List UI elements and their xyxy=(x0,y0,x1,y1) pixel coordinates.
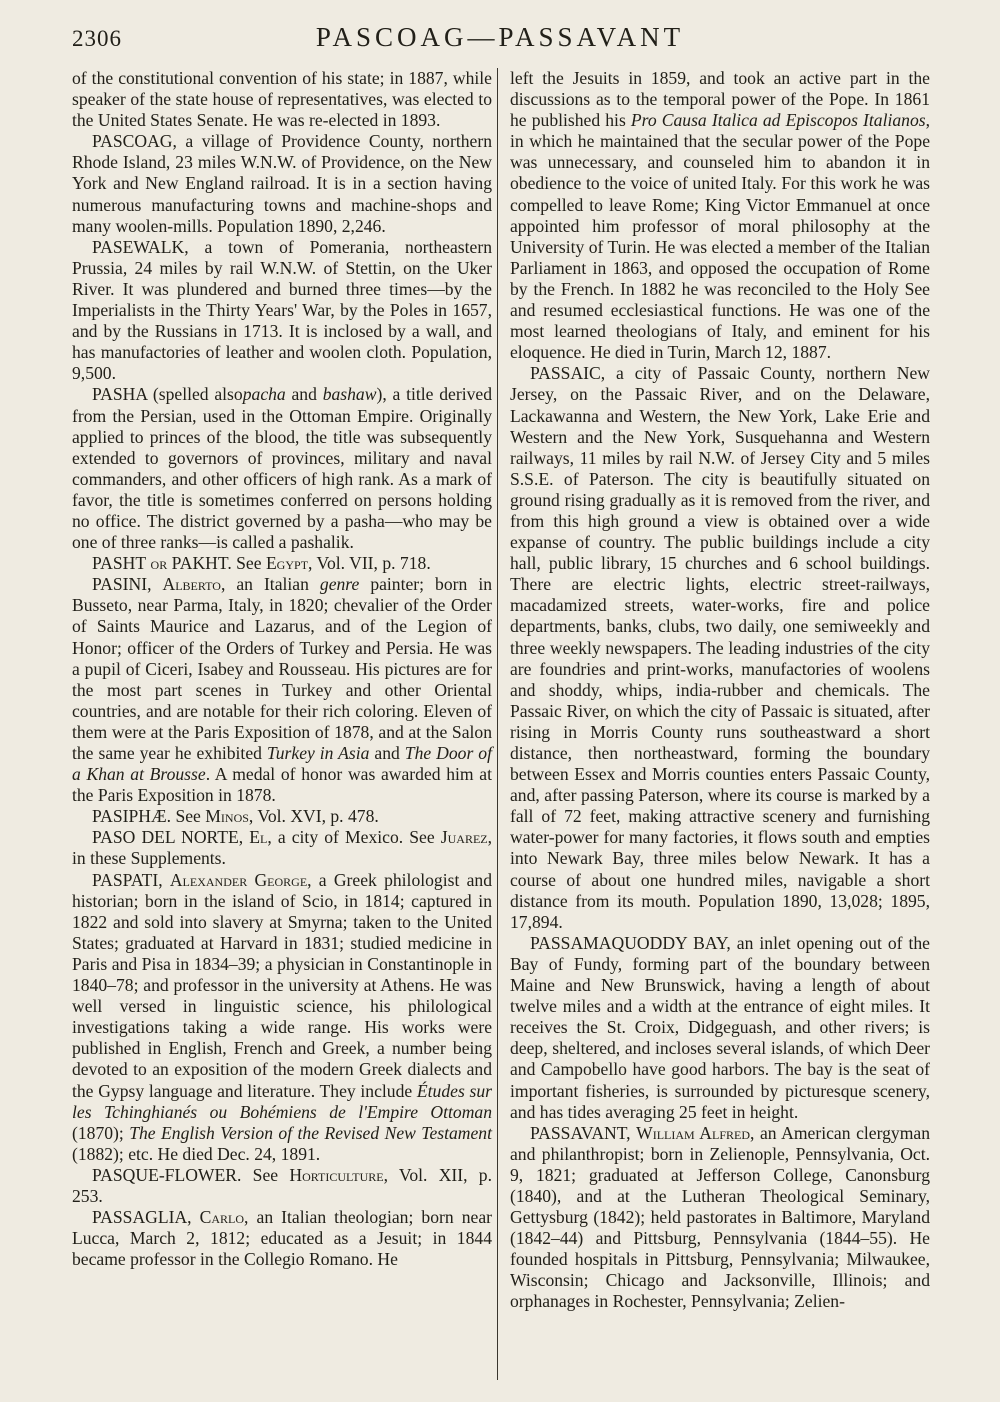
entry-pasewalk: PASEWALK, a town of Pomerania, northeastern Prussia, 24 miles by rail W.N.W. of Stettin, on the Uker River. It was plundered and burned three times—by the Imperialists in the Thirty Years' War, by the Poles in 1657, and by the Russians in 1713. It is inclosed by a wall, and has manufactories of leather and woolen cloth. Population, 9,500. xyxy=(72,236,492,384)
entry-passaglia: PASSAGLIA, Carlo, an Italian theologian; born near Lucca, March 2, 1812; educated as a Jesuit; in 1844 became professor in the Collegio Romano. He xyxy=(72,1207,492,1270)
entry-pasht: PASHT or PAKHT. See Egypt, Vol. VII, p. 718. xyxy=(92,553,431,574)
entry-passaglia-continued: left the Jesuits in 1859, and took an active part in the discussions as to the temporal power of the Pope. In 1861 he published his Pro Causa Italica ad Episcopos Italianos, in which he maintained that the secular power of the Pope was unnecessary, and counseled him to abandon it in obedience to the voice of united Italy. For this work he was compelled to leave Rome; King Victor Emmanuel at once appointed him professor of moral philosophy at the University of Turin. He was elected a member of the Italian Parliament in 1863, and opposed the occupation of Rome by the French. In 1882 he was reconciled to the Holy See and resumed ecclesiastical functions. He was one of the most learned theologians of Italy, and eminent for his eloquence. He died in Turin, March 12, 1887. xyxy=(510,68,931,363)
column-rule xyxy=(497,68,498,1380)
entry-headword: PASPATI xyxy=(92,869,159,890)
page-number: 2306 xyxy=(72,26,122,51)
left-column xyxy=(72,68,492,1270)
entry-passavant: PASSAVANT, William Alfred, an American clergyman and philanthropist; born in Zelienople, Pennsylvania, Oct. 9, 1821; graduated at Jefferson College, Canonsburg (1840), and at the Lutheran Theological Seminary, Gettysburg (1842); held pastorates in Baltimore, Maryland (1842–44) and Pittsburg, Pennsylvania (1844–55). He founded hospitals in Pittsburg, Pennsylvania; Milwaukee, Wisconsin; Chicago and Jacksonville, Illinois; and orphanages in Rochester, Pennsylvania; Zelien- xyxy=(510,1122,930,1312)
entry-headword: PASINI xyxy=(92,574,148,595)
entry-headword: PASCOAG xyxy=(92,131,173,152)
entry-pasini: PASINI, Alberto, an Italian genre painter; born in Busseto, near Parma, Italy, in 1820; chevalier of the Order of Saints Maurice and Lazarus, and of the Legion of Honor; officer of the Orders of Turkey and Persia. He was a pupil of Ciceri, Isabey and Rousseau. His pictures are for the most part scenes in Turkey and other Oriental countries, and are notable for their rich coloring. Eleven of them were at the Paris Exposition of 1878, and at the Salon the same year he exhibited Turkey in Asia and The Door of a Khan at Brousse. A medal of honor was awarded him at the Paris Exposition in 1878. xyxy=(72,574,492,806)
entry-headword: PASIPHÆ xyxy=(92,806,167,827)
entry-headword: PASQUE-FLOWER xyxy=(92,1164,238,1185)
entry-paso-del-norte: PASO DEL NORTE, El, a city of Mexico. See Juarez, in these Supplements. xyxy=(72,827,493,869)
entry-headword: PASSAMAQUODDY BAY xyxy=(530,932,727,953)
cross-reference: Juarez xyxy=(440,827,488,848)
entry-paspati: PASPATI, Alexander George, a Greek philologist and historian; born in the island of Scio, in 1814; captured in 1822 and sold into slavery at Smyrna; taken to the United States; graduated at Harvard in 1831; studied medicine in Paris and Pisa in 1834–39; a physician in Constantinople in 1840–78; and professor in the university at Athens. He was well versed in linguistic science, his philological investigations taking a wide range. His works were published in English, French and Greek, a number being devoted to an exposition of the modern Greek dialects and the Gypsy language and literature. They include Études sur les Tchinghianés ou Bohémiens de l'Empire Ottoman (1870); The English Version of the Revised New Testament (1882); etc. He died Dec. 24, 1891. xyxy=(72,869,493,1164)
entry-pasiphae: PASIPHÆ. See Minos, Vol. XVI, p. 478. xyxy=(92,806,379,827)
entry-headword: PASSAIC xyxy=(530,363,601,384)
continuation-paragraph: of the constitutional convention of his state; in 1887, while speaker of the state house of representatives, was elected to the United States Senate. He was re-elected in 1893. xyxy=(72,68,492,131)
entry-passaic: PASSAIC, a city of Passaic County, northern New Jersey, on the Passaic River, and on the Delaware, Lackawanna and Western, the New York, Lake Erie and Western and the New York, Susquehanna and Western railways, 11 miles by rail N.W. of Jersey City and 5 miles S.S.E. of Paterson. The city is beautifully situated on ground rising gradually as it is removed from the river, and from this high ground a view is obtained over a wide expanse of country. The public buildings include a city hall, public library, 15 churches and 6 school buildings. There are electric lights, electric street-railways, macadamized streets, water-works, fire and police departments, banks, clubs, two daily, one semiweekly and three weekly newspapers. The leading industries of the city are foundries and print-works, manufactories of woolens and shoddy, whips, india-rubber and chemicals. The Passaic River, on which the city of Passaic is situated, after rising in Morris County runs southeastward a short distance, then northeastward, forming the boundary between Essex and Morris counties enters Passaic County, and, after passing Paterson, where its course is marked by a fall of 72 feet, making attractive scenery and furnishing water-power for many factories, it flows south and empties into Newark Bay, three miles below Newark. It has a course of about one hundred miles, navigable a short distance from its mouth. Population 1890, 13,028; 1895, 17,894. xyxy=(510,363,930,932)
cross-reference: Horticulture xyxy=(289,1164,384,1185)
entry-pasha: PASHA (spelled alsopacha and bashaw), a title derived from the Persian, used in the Ottoman Empire. Originally applied to princes of the blood, the title was subsequently extended to governors of provinces, military and naval commanders, and other officers of high rank. As a mark of favor, the title is sometimes conferred on persons holding no office. The district governed by a pasha—who may be one of three ranks—is called a pashalik. xyxy=(72,384,492,553)
entry-headword: PASEWALK xyxy=(92,236,185,257)
entry-pascoag: PASCOAG, a village of Providence County, northern Rhode Island, 23 miles W.N.W. of Providence, on the New York and New England railroad. It is in a section having numerous manufacturing towns and machine-shops and many woolen-mills. Population 1890, 2,246. xyxy=(72,131,492,236)
right-column xyxy=(510,68,930,1313)
cross-reference: Egypt xyxy=(265,553,309,574)
entry-headword: PASSAVANT xyxy=(530,1122,627,1143)
running-head: PASCOAG—PASSAVANT xyxy=(315,22,685,52)
entry-headword: PASHT xyxy=(92,553,147,574)
entry-headword: PAKHT xyxy=(171,553,228,574)
entry-headword: PASHA xyxy=(92,384,148,405)
entry-headword: PASO DEL NORTE xyxy=(92,827,239,848)
cross-reference: Minos xyxy=(205,806,249,827)
entry-passamaquoddy-bay: PASSAMAQUODDY BAY, an inlet opening out of the Bay of Fundy, forming part of the boundary between Maine and New Brunswick, having a length of about twelve miles and a width at the entrance of eight miles. It receives the St. Croix, Didgeguash, and other rivers; is deep, sheltered, and incloses several islands, of which Deer and Campobello have good harbors. The bay is the seat of important fisheries, is surrounded by picturesque scenery, and has tides averaging 25 feet in height. xyxy=(510,932,930,1122)
entry-pasque-flower: PASQUE-FLOWER. See Horticulture, Vol. XII, p. 253. xyxy=(72,1164,492,1206)
entry-headword: PASSAGLIA xyxy=(92,1207,188,1228)
